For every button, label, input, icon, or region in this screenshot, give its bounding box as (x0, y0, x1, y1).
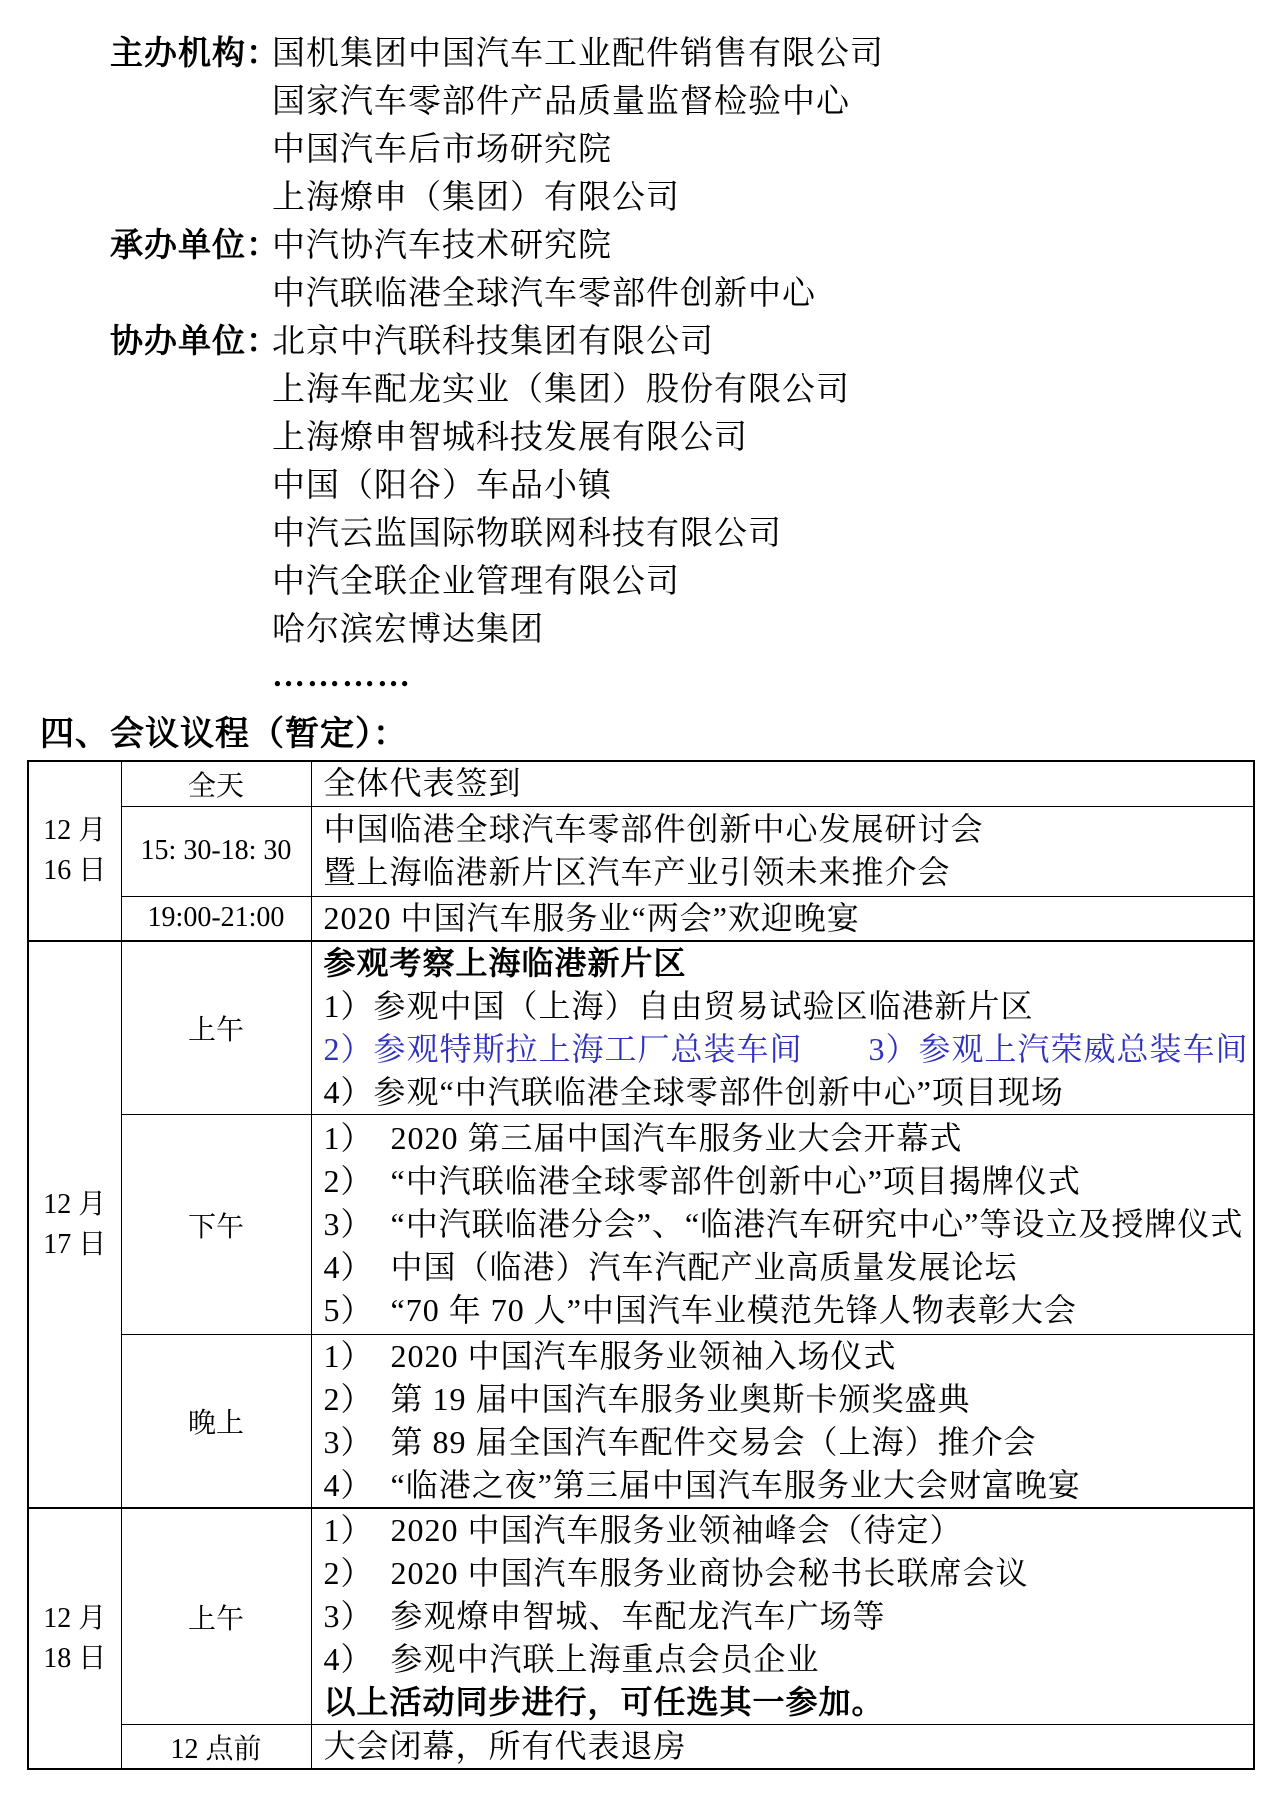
content-cell (311, 1725, 1254, 1770)
agenda-item: 中国临港全球汽车零部件创新中心发展研讨会 (323, 811, 984, 847)
time-cell: 下午 (121, 1115, 311, 1335)
date-month: 12 月 (43, 815, 107, 846)
organizer-line (110, 510, 884, 558)
table-row (28, 806, 1254, 896)
table-row (28, 1508, 1254, 1725)
date-cell (28, 1508, 121, 1769)
date-month: 12 月 (43, 1188, 107, 1220)
agenda-table (27, 760, 1255, 1770)
agenda-item-note: 以上活动同步进行，可任选其一参加。 (323, 1684, 885, 1720)
table-row (28, 1335, 1254, 1509)
content-cell (311, 1508, 1254, 1725)
content-cell (311, 1115, 1254, 1335)
organizer-line (110, 270, 884, 318)
time-cell: 全天 (121, 761, 311, 806)
time-cell: 15: 30-18: 30 (121, 806, 311, 896)
agenda-table-wrap (27, 760, 1253, 1770)
date-day: 18 日 (43, 1642, 107, 1674)
table-row (28, 941, 1254, 1115)
organizer-name: 上海燎申（集团）有限公司 (272, 180, 680, 216)
content-cell (311, 896, 1254, 941)
agenda-item: 4） 参观中汽联上海重点会员企业 (323, 1641, 820, 1677)
organizer-line (110, 558, 884, 606)
agenda-item: 2） 2020 中国汽车服务业商协会秘书长联席会议 (323, 1555, 1029, 1591)
agenda-item: 3） 第 89 届全国汽车配件交易会（上海）推介会 (323, 1424, 1037, 1460)
agenda-item: 全体代表签到 (323, 765, 522, 802)
organizer-name: 上海燎申智城科技发展有限公司 (272, 420, 748, 456)
time-cell: 19:00-21:00 (121, 896, 311, 941)
agenda-item: 参观考察上海临港新片区 (323, 945, 687, 981)
time-cell: 12 点前 (121, 1725, 311, 1770)
organizer-name: 中汽云监国际物联网科技有限公司 (272, 516, 782, 552)
organizer-name: 中汽全联企业管理有限公司 (272, 564, 680, 600)
organizer-line (110, 78, 884, 126)
content-cell (311, 941, 1254, 1115)
agenda-item: 4）参观“中汽联临港全球零部件创新中心”项目现场 (323, 1074, 1064, 1110)
content-cell (311, 761, 1254, 806)
organizer-line (110, 318, 884, 366)
organizer-name: 中汽协汽车技术研究院 (272, 228, 612, 264)
agenda-item: 大会闭幕，所有代表退房 (323, 1728, 687, 1764)
date-day: 17 日 (43, 1228, 107, 1260)
organizer-line (110, 606, 884, 654)
agenda-item: 3） “中汽联临港分会”、“临港汽车研究中心”等设立及授牌仪式 (323, 1206, 1244, 1242)
agenda-section-title: 四、会议议程（暂定）： (40, 716, 408, 753)
organizer-name: 国机集团中国汽车工业配件销售有限公司 (272, 36, 884, 72)
table-row (28, 896, 1254, 941)
organizers-list (110, 30, 884, 702)
organizer-name: 中汽联临港全球汽车零部件创新中心 (272, 276, 816, 312)
date-day: 16 日 (43, 855, 107, 886)
agenda-item: 2） 第 19 届中国汽车服务业奥斯卡颁奖盛典 (323, 1381, 971, 1417)
organizer-role-label: 协办单位： (110, 324, 280, 360)
agenda-item: 1） 2020 第三届中国汽车服务业大会开幕式 (323, 1120, 963, 1156)
organizer-name: 中国汽车后市场研究院 (272, 132, 612, 168)
table-row (28, 1115, 1254, 1335)
organizer-name: 北京中汽联科技集团有限公司 (272, 324, 714, 360)
date-cell (28, 941, 121, 1508)
organizer-line (110, 414, 884, 462)
organizer-line (110, 222, 884, 270)
date-month: 12 月 (43, 1602, 107, 1634)
agenda-item: 暨上海临港新片区汽车产业引领未来推介会 (323, 854, 951, 890)
organizer-role-label: 承办单位： (110, 228, 280, 264)
agenda-item: 2020 中国汽车服务业“两会”欢迎晚宴 (323, 899, 860, 936)
organizer-line (110, 30, 884, 78)
organizer-name: 上海车配龙实业（集团）股份有限公司 (272, 372, 850, 408)
organizer-line (110, 462, 884, 510)
agenda-item: 1）参观中国（上海）自由贸易试验区临港新片区 (323, 988, 1034, 1024)
time-cell: 上午 (121, 1508, 311, 1725)
agenda-item: 1） 2020 中国汽车服务业领袖入场仪式 (323, 1338, 897, 1374)
organizer-line (110, 366, 884, 414)
organizer-name: 中国（阳谷）车品小镇 (272, 468, 612, 504)
content-cell (311, 806, 1254, 896)
table-row (28, 1725, 1254, 1770)
agenda-item: 4） “临港之夜”第三届中国汽车服务业大会财富晚宴 (323, 1467, 1081, 1503)
date-cell (28, 761, 121, 941)
agenda-item-highlight: 2）参观特斯拉上海工厂总装车间 3）参观上汽荣威总装车间 (323, 1031, 1249, 1067)
organizer-line (110, 174, 884, 222)
agenda-item: 1） 2020 中国汽车服务业领袖峰会（待定） (323, 1512, 963, 1548)
agenda-item: 2） “中汽联临港全球零部件创新中心”项目揭牌仪式 (323, 1163, 1081, 1199)
content-cell (311, 1335, 1254, 1509)
organizer-line (110, 126, 884, 174)
agenda-item: 5） “70 年 70 人”中国汽车业模范先锋人物表彰大会 (323, 1292, 1077, 1328)
table-row (28, 761, 1254, 806)
time-cell: 上午 (121, 941, 311, 1115)
organizer-role-label: 主办机构： (110, 36, 280, 72)
agenda-item: 3） 参观燎申智城、车配龙汽车广场等 (323, 1598, 886, 1634)
organizer-name: 哈尔滨宏博达集团 (272, 612, 544, 648)
ellipsis-line: ………… (272, 658, 412, 694)
organizer-name: 国家汽车零部件产品质量监督检验中心 (272, 84, 850, 120)
agenda-item: 4） 中国（临港）汽车汽配产业高质量发展论坛 (323, 1249, 1018, 1285)
time-cell: 晚上 (121, 1335, 311, 1509)
